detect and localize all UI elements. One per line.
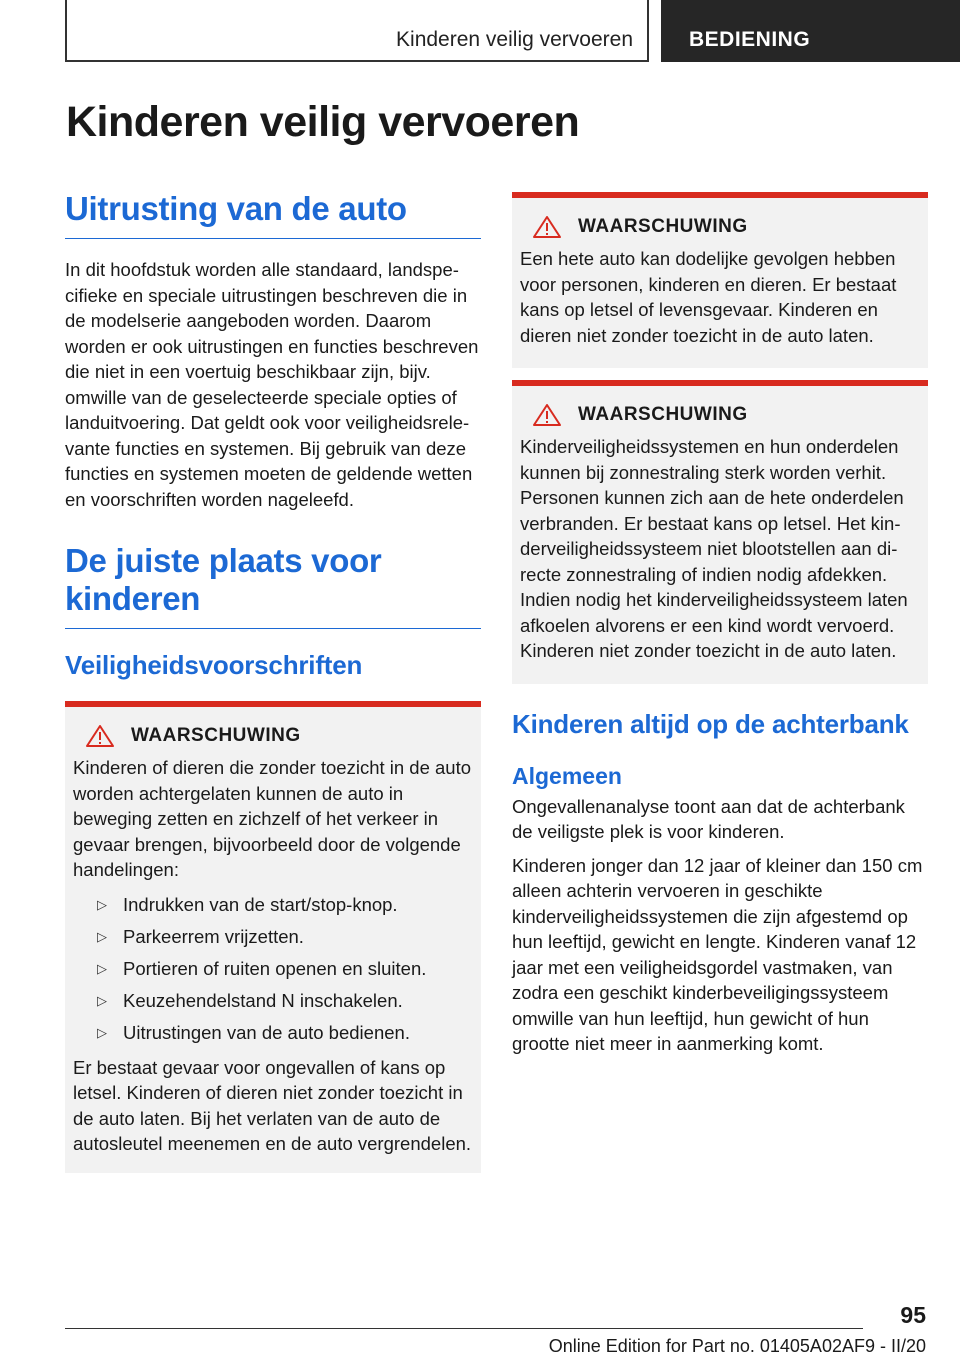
footer-edition: Online Edition for Part no. 01405A02AF9 - II/20 — [548, 1336, 926, 1356]
warning-header — [73, 723, 473, 749]
warning-intro: Kinderen of dieren die zonder toezicht in de auto worden achtergelaten kunnen de auto in beweging zetten en zichzelf of het verkeer in gevaar brengen, bijvoorbeeld door de volgende handelingen: — [73, 757, 472, 880]
heading-back-seat: Kinderen altijd op de achterbank — [512, 708, 909, 739]
warning-header — [520, 214, 920, 240]
list-item: ▷ Portieren of ruiten openen en sluiten. — [73, 953, 473, 985]
warning-box-unattended — [65, 701, 481, 1173]
right-column — [512, 192, 928, 1057]
header-chapter-tab — [661, 0, 960, 62]
left-column — [65, 190, 481, 1173]
triangle-bullet-icon: ▷ — [97, 928, 107, 944]
triangle-bullet-icon: ▷ — [97, 992, 107, 1008]
footer-divider — [65, 1328, 863, 1329]
heading-safety-rules: Veiligheidsvoorschriften — [65, 650, 363, 680]
page-number: 95 — [900, 1302, 926, 1328]
warning-title: WAARSCHUWING — [578, 404, 748, 425]
triangle-bullet-icon: ▷ — [97, 1024, 107, 1040]
heading-general: Algemeen — [512, 762, 622, 789]
warning-triangle-icon — [532, 403, 562, 427]
warning-action-list — [73, 889, 473, 1049]
header-section-title: Kinderen veilig vervoeren — [396, 28, 633, 51]
warning-header — [520, 402, 920, 428]
list-item: ▷ Keuzehendelstand N inschakelen. — [73, 985, 473, 1017]
warning-box-hot-car — [512, 192, 928, 368]
warning-triangle-icon — [85, 724, 115, 748]
warning-text: Een hete auto kan dodelijke gevolgen hebben voor personen, kinderen en dieren. Er bestaat kans op letsel of levensgevaar. Kinderen en dieren niet zonder toezicht in de auto laten. — [520, 248, 897, 346]
paragraph-general-2: Kinderen jonger dan 12 jaar of kleiner dan 150 cm alleen achterin vervoeren in geschikte kinderveiligheidssystemen die zijn afgestemd op hun leeftijd, gewicht en lengte. Kinderen vanaf 12 jaar met een veiligheidsgordel vastmaken, van zodra een geschikt kinderbeveiligingssysteem omwille van hun leeftijd, hun gewicht of hun grootte niet meer in aanmerking komt. — [512, 854, 923, 1054]
header-chapter-label: BEDIENING — [689, 28, 811, 51]
heading-child-place: De juiste plaats voor kinderen — [65, 542, 481, 629]
page-title: Kinderen veilig vervoeren — [66, 98, 580, 146]
triangle-bullet-icon: ▷ — [97, 896, 107, 912]
warning-outro: Er bestaat gevaar voor ongevallen of kans op letsel. Kinderen of dieren niet zonder toezicht in de auto laten. Bij het verlaten van de auto de autosleutel meenemen en de auto vergrendelen. — [73, 1056, 472, 1154]
warning-title: WAARSCHUWING — [131, 725, 301, 746]
paragraph-general-1: Ongevallenanalyse toont aan dat de achterbank de veiligste plek is voor kinderen. — [512, 795, 905, 842]
list-item: ▷ Parkeerrem vrijzetten. — [73, 921, 473, 953]
warning-triangle-icon — [532, 215, 562, 239]
heading-equipment: Uitrusting van de auto — [65, 190, 481, 239]
list-item: ▷ Uitrustingen van de auto bedienen. — [73, 1017, 473, 1049]
header-section-box — [65, 0, 649, 62]
triangle-bullet-icon: ▷ — [97, 960, 107, 976]
paragraph-equipment: In dit hoofdstuk worden alle standaard, landspecifieke en speciale uitrustingen beschreven die in de modelserie aangeboden worden. Daarom worden er ook uitrustingen en functies beschreven die niet in een voertuig beschikbaar zijn, bijv. omwille van de geselecteerde speciale opties of landuitvoering. Dat geldt ook voor veiligheidsrelevante functies en systemen. Bij gebruik van deze functies en systemen moeten de geldende wetten en voorschriften worden nageleefd. — [65, 259, 479, 510]
warning-box-sun-heat — [512, 380, 928, 684]
warning-title: WAARSCHUWING — [578, 216, 748, 237]
warning-text: Kinderveiligheidssystemen en hun onderdelen kunnen bij zonnestraling sterk worden verhit. Personen kunnen zich aan de hete onderdelen verbranden. Er bestaat kans op letsel. Het kinderveiligheidssysteem niet blootstellen aan directe zonnestraling of indien nodig afdekken. Indien nodig het kinderveiligheidssysteem laten afkoelen alvorens er een kind wordt vervoerd. Kinderen niet zonder toezicht in de auto laten. — [520, 436, 908, 661]
list-item: ▷ Indrukken van de start/stop-knop. — [73, 889, 473, 921]
